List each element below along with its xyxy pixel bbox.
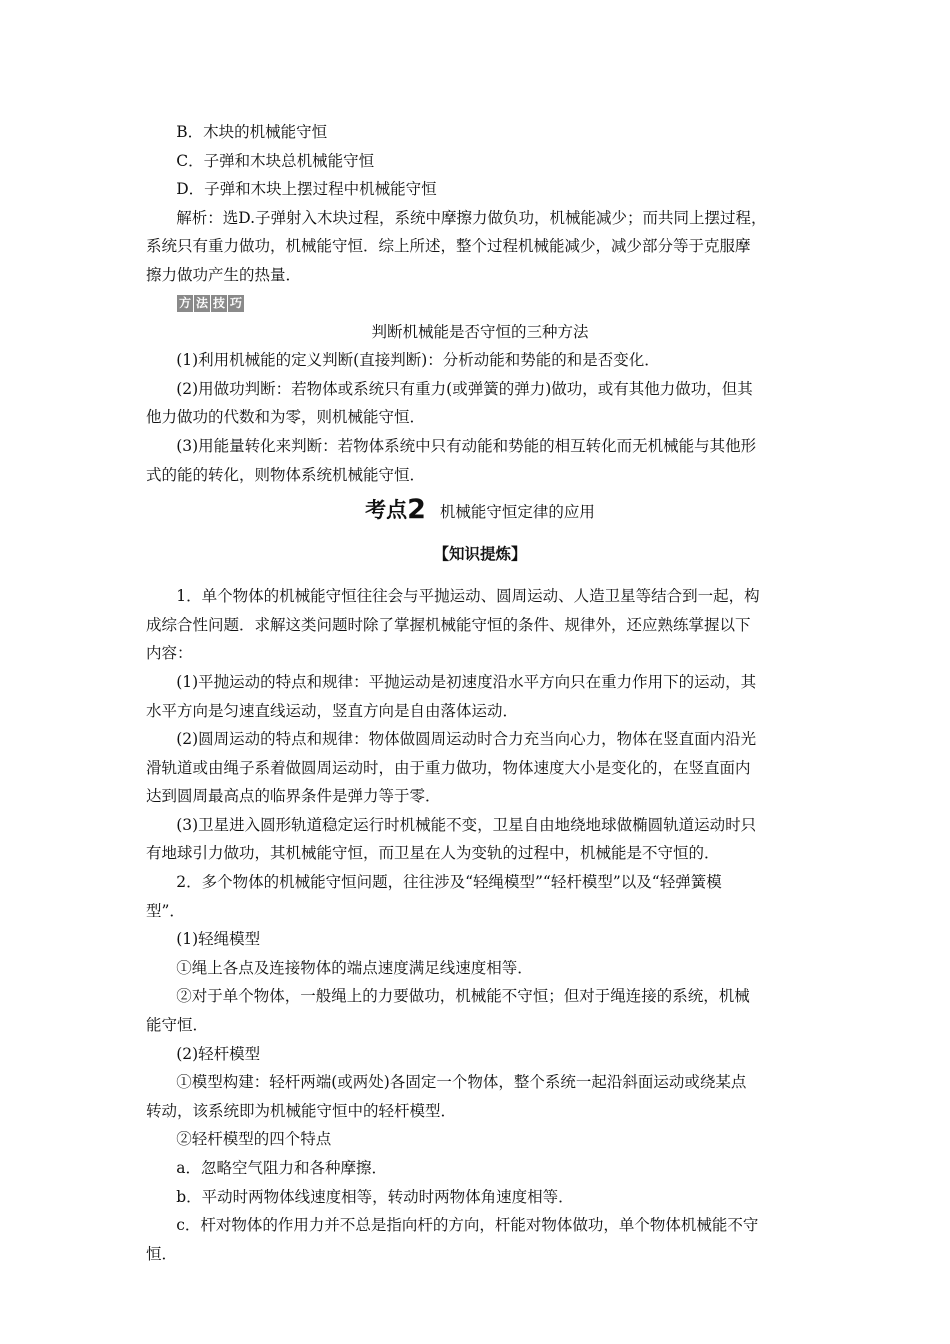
rod-feature-b: b．平动时两物体线速度相等，转动时两物体角速度相等． — [176, 1187, 574, 1206]
knowledge-2: 2．多个物体的机械能守恒问题，往往涉及“轻绳模型”“轻杆模型”以及“轻弹簧模 — [176, 873, 722, 892]
knowledge-1: 1．单个物体的机械能守恒往往会与平抛运动、圆周运动、人造卫星等结合到一起，构 — [176, 587, 760, 606]
method-badge-char: 法 — [196, 296, 209, 311]
knowledge-1c: (3)卫星进入圆形轨道稳定运行时机械能不变，卫星自由地绕地球做椭圆轨道运动时只 — [176, 815, 757, 834]
analysis-paragraph — [146, 204, 814, 290]
knowledge-1a-cont: 水平方向是匀速直线运动，竖直方向是自由落体运动． — [146, 701, 519, 720]
method-badge — [177, 295, 244, 312]
method-item-2-cont: 他力做功的代数和为零，则机械能守恒． — [146, 408, 426, 427]
rod-point-1: ①模型构建：轻杆两端(或两处)各固定一个物体，整个系统一起沿斜面运动或绕某点 — [176, 1073, 747, 1092]
section-number: 2 — [407, 494, 426, 526]
rod-feature-c-cont: 恒． — [146, 1244, 178, 1263]
method-badge-char: 巧 — [230, 296, 243, 311]
analysis-line: 解析：选D.子弹射入木块过程，系统中摩擦力做负功，机械能减少；而共同上摆过程， — [176, 208, 767, 227]
section-title: 机械能守恒定律的应用 — [439, 503, 595, 522]
rope-point-2: ②对于单个物体，一般绳上的力要做功，机械能不守恒；但对于绳连接的系统，机械 — [176, 987, 750, 1006]
analysis-line: 系统只有重力做功，机械能守恒．综上所述，整个过程机械能减少，减少部分等于克服摩 — [146, 237, 751, 256]
method-item-1: (1)利用机械能的定义判断(直接判断)：分析动能和势能的和是否变化． — [176, 351, 660, 370]
method-item-2: (2)用做功判断：若物体或系统只有重力(或弹簧的弹力)做功，或有其他力做功，但其 — [176, 379, 753, 398]
method-title: 判断机械能是否守恒的三种方法 — [371, 322, 589, 341]
rod-point-1-cont: 转动，该系统即为机械能守恒中的轻杆模型． — [146, 1101, 457, 1120]
option-b: B．木块的机械能守恒 — [176, 123, 328, 141]
rope-model-title: (1)轻绳模型 — [176, 930, 261, 949]
method-badge-row — [146, 290, 814, 318]
knowledge-1-cont: 内容： — [146, 644, 193, 663]
rod-model-title: (2)轻杆模型 — [176, 1044, 261, 1063]
rope-point-2-cont: 能守恒． — [146, 1016, 209, 1035]
rope-point-1: ①绳上各点及连接物体的端点速度满足线速度相等． — [176, 958, 533, 977]
option-c: C．子弹和木块总机械能守恒 — [176, 151, 375, 170]
method-badge-char: 方 — [179, 296, 192, 311]
knowledge-1c-cont: 有地球引力做功，其机械能守恒，而卫星在人为变轨的过程中，机械能是不守恒的． — [146, 844, 720, 863]
knowledge-1b: (2)圆周运动的特点和规律：物体做圆周运动时合力充当向心力，物体在竖直面内沿光 — [176, 730, 757, 749]
rod-feature-a: a．忽略空气阻力和各种摩擦． — [176, 1159, 387, 1177]
analysis-line: 擦力做功产生的热量． — [146, 265, 302, 284]
knowledge-1b-cont: 滑轨道或由绳子系着做圆周运动时，由于重力做功，物体速度大小是变化的，在竖直面内 — [146, 758, 751, 777]
option-d: D．子弹和木块上摆过程中机械能守恒 — [176, 180, 437, 199]
rod-point-2: ②轻杆模型的四个特点 — [176, 1130, 332, 1149]
knowledge-1b-cont: 达到圆周最高点的临界条件是弹力等于零． — [146, 787, 441, 806]
knowledge-2-cont: 型”． — [146, 901, 185, 920]
rod-feature-c: c．杆对物体的作用力并不总是指向杆的方向，杆能对物体做功，单个物体机械能不守 — [176, 1216, 759, 1235]
section-label: 考点 — [365, 498, 408, 523]
section-heading — [146, 491, 814, 525]
method-item-3: (3)用能量转化来判断：若物体系统中只有动能和势能的相互转化而无机械能与其他形 — [176, 436, 757, 455]
document-content — [146, 118, 814, 1268]
knowledge-1-cont: 成综合性问题．求解这类问题时除了掌握机械能守恒的条件、规律外，还应熟练掌握以下 — [146, 615, 751, 634]
section-subhead: 【知识提炼】 — [433, 543, 527, 563]
method-badge-char: 技 — [213, 296, 226, 311]
knowledge-1a: (1)平抛运动的特点和规律：平抛运动是初速度沿水平方向只在重力作用下的运动，其 — [176, 672, 757, 691]
method-item-3-cont: 式的能的转化，则物体系统机械能守恒． — [146, 465, 426, 484]
